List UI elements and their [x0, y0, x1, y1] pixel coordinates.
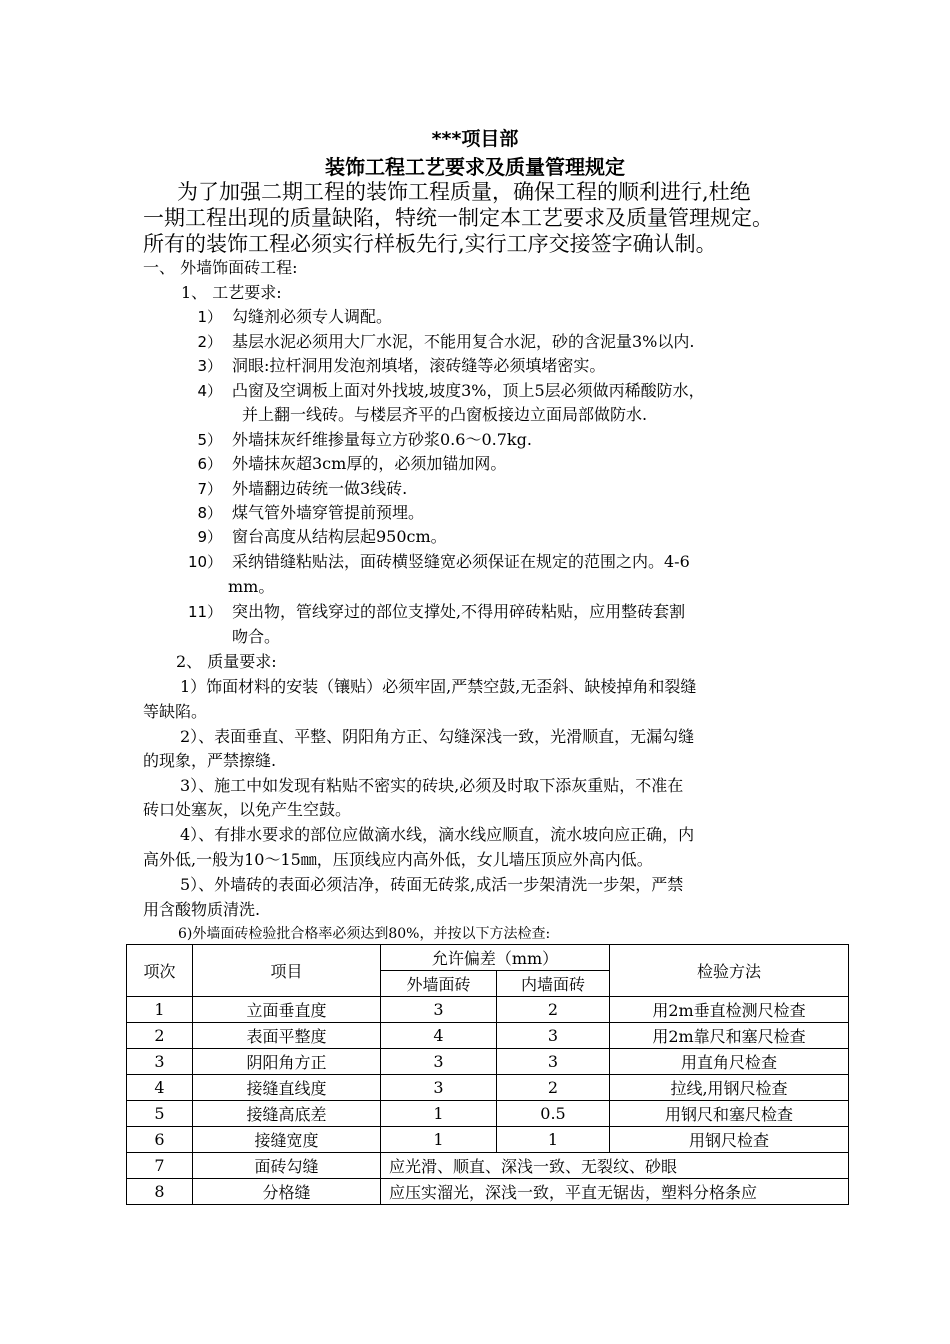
intro-line-3: 所有的装饰工程必须实行样板先行,实行工序交接签字确认制。 [143, 232, 717, 256]
row-no: 4 [127, 1075, 193, 1101]
row-no: 1 [127, 997, 193, 1023]
row-exterior: 1 [381, 1127, 497, 1153]
header-no: 项次 [127, 945, 193, 997]
row-item: 阴阳角方正 [193, 1049, 381, 1075]
table-row [127, 1023, 849, 1049]
row-exterior: 3 [381, 1075, 497, 1101]
craft-item: 10） 采纳错缝粘贴法，面砖横竖缝宽必须保证在规定的范围之内。4-6 [188, 552, 690, 571]
quality-para-line: 5）、外墙砖的表面必须洁净，砖面无砖浆,成活一步架清洗一步架，严禁 [180, 875, 684, 894]
inspection-note: 6)外墙面砖检验批合格率必须达到80%，并按以下方法检查: [178, 926, 551, 942]
row-exterior: 1 [381, 1101, 497, 1127]
row-no: 6 [127, 1127, 193, 1153]
row-interior: 1 [497, 1127, 610, 1153]
row-merged-requirement: 应压实溜光，深浅一致，平直无锯齿，塑料分格条应 [381, 1179, 849, 1205]
document-title: 装饰工程工艺要求及质量管理规定 [325, 155, 625, 179]
row-interior: 3 [497, 1049, 610, 1075]
row-exterior: 3 [381, 997, 497, 1023]
table-row [127, 997, 849, 1023]
header-method: 检验方法 [610, 945, 849, 997]
row-method: 用2m垂直检测尺检查 [610, 997, 849, 1023]
intro-line-2: 一期工程出现的质量缺陷，特统一制定本工艺要求及质量管理规定。 [143, 206, 773, 230]
inspection-table [126, 944, 849, 1205]
craft-heading: 1、 工艺要求: [181, 283, 282, 302]
table-row [127, 1127, 849, 1153]
craft-item: 9） 窗台高度从结构层起950cm。 [197, 527, 447, 546]
quality-para-line: 用含酸物质清洗. [143, 900, 261, 919]
header-item: 项目 [193, 945, 381, 997]
row-exterior: 3 [381, 1049, 497, 1075]
row-item: 表面平整度 [193, 1023, 381, 1049]
row-item: 接缝高底差 [193, 1101, 381, 1127]
craft-item-continuation: 并上翻一线砖。与楼层齐平的凸窗板接边立面局部做防水. [242, 405, 648, 424]
quality-para-line: 砖口处塞灰，以免产生空鼓。 [143, 800, 352, 819]
row-item: 面砖勾缝 [193, 1153, 381, 1179]
row-exterior: 4 [381, 1023, 497, 1049]
row-interior: 2 [497, 997, 610, 1023]
craft-item: 7） 外墙翻边砖统一做3线砖. [197, 479, 408, 498]
craft-item: 2） 基层水泥必须用大厂水泥，不能用复合水泥，砂的含泥量3%以内. [197, 332, 695, 351]
row-method: 用2m靠尺和塞尺检查 [610, 1023, 849, 1049]
row-item: 接缝宽度 [193, 1127, 381, 1153]
row-no: 8 [127, 1179, 193, 1205]
craft-item: 5） 外墙抹灰纤维掺量每立方砂浆0.6～0.7kg. [197, 430, 532, 449]
quality-para-line: 4）、有排水要求的部位应做滴水线，滴水线应顺直，流水坡向应正确，内 [180, 825, 695, 844]
row-item: 接缝直线度 [193, 1075, 381, 1101]
row-method: 用直角尺检查 [610, 1049, 849, 1075]
header-exterior-tile: 外墙面砖 [381, 971, 497, 997]
row-method: 拉线,用钢尺检查 [610, 1075, 849, 1101]
department-title: ***项目部 [431, 128, 519, 150]
row-no: 7 [127, 1153, 193, 1179]
table-row [127, 1153, 849, 1179]
row-interior: 2 [497, 1075, 610, 1101]
header-deviation: 允许偏差（mm） [381, 945, 610, 971]
row-interior: 0.5 [497, 1101, 610, 1127]
craft-item-continuation: mm。 [228, 577, 275, 596]
craft-item-continuation: 吻合。 [232, 627, 281, 646]
row-item: 立面垂直度 [193, 997, 381, 1023]
quality-para-line: 3）、施工中如发现有粘贴不密实的砖块,必须及时取下添灰重贴，不准在 [180, 776, 684, 795]
craft-item: 4） 凸窗及空调板上面对外找坡,坡度3%，顶上5层必须做丙稀酸防水， [197, 381, 705, 400]
section-heading: 一、 外墙饰面砖工程: [143, 258, 298, 277]
quality-para-line: 等缺陷。 [143, 702, 208, 721]
craft-item: 11） 突出物，管线穿过的部位支撑处,不得用碎砖粘贴，应用整砖套割 [188, 602, 686, 621]
row-item: 分格缝 [193, 1179, 381, 1205]
craft-item: 8） 煤气管外墙穿管提前预埋。 [197, 503, 425, 522]
quality-heading: 2、 质量要求: [176, 652, 277, 671]
quality-para-line: 的现象，严禁擦缝. [143, 751, 277, 770]
row-method: 用钢尺和塞尺检查 [610, 1101, 849, 1127]
table-row [127, 1101, 849, 1127]
row-no: 2 [127, 1023, 193, 1049]
intro-line-1: 为了加强二期工程的装饰工程质量，确保工程的顺利进行,杜绝 [177, 180, 751, 204]
row-method: 用钢尺检查 [610, 1127, 849, 1153]
quality-para-line: 1）饰面材料的安装（镶贴）必须牢固,严禁空鼓,无歪斜、缺棱掉角和裂缝 [180, 677, 697, 696]
craft-item: 3） 洞眼:拉杆洞用发泡剂填堵，滚砖缝等必须填堵密实。 [197, 356, 606, 375]
craft-item: 1） 勾缝剂必须专人调配。 [197, 307, 393, 326]
table-row [127, 1179, 849, 1205]
table-row [127, 1049, 849, 1075]
header-interior-tile: 内墙面砖 [497, 971, 610, 997]
row-no: 5 [127, 1101, 193, 1127]
table-row [127, 1075, 849, 1101]
quality-para-line: 高外低,一般为10～15㎜，压顶线应内高外低，女儿墙压顶应外高内低。 [143, 850, 653, 869]
row-merged-requirement: 应光滑、顺直、深浅一致、无裂纹、砂眼 [381, 1153, 849, 1179]
row-no: 3 [127, 1049, 193, 1075]
craft-item: 6） 外墙抹灰超3cm厚的，必须加锚加网。 [197, 454, 507, 473]
quality-para-line: 2）、表面垂直、平整、阴阳角方正、勾缝深浅一致，光滑顺直，无漏勾缝 [180, 727, 695, 746]
table-header-row [127, 945, 849, 971]
row-interior: 3 [497, 1023, 610, 1049]
